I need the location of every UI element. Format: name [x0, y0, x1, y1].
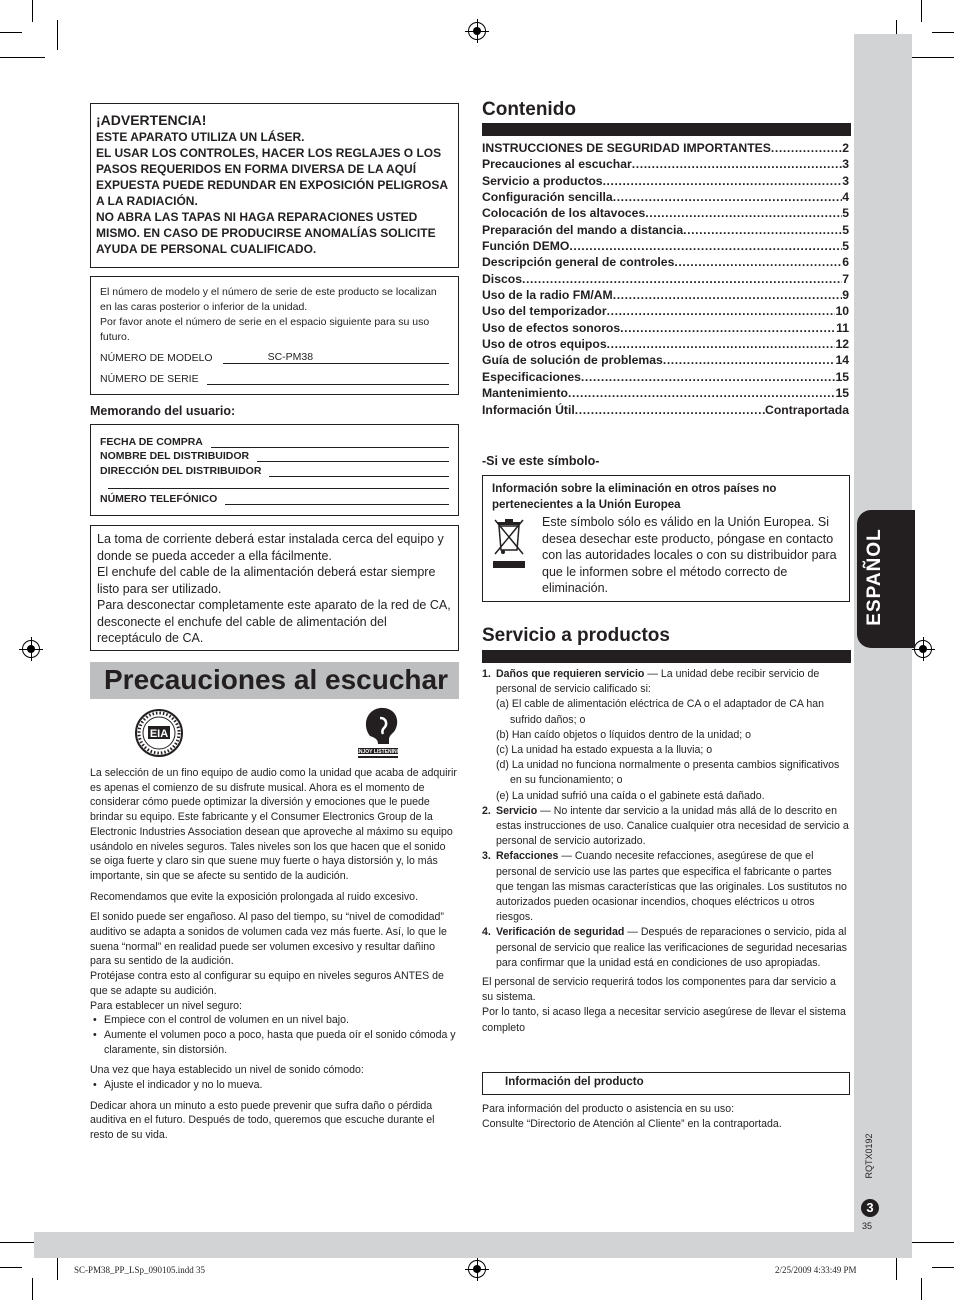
- toc-entry-page: 6: [842, 255, 849, 270]
- contents-title-bar: [482, 123, 851, 136]
- product-info-title: Información del producto: [505, 1076, 644, 1088]
- product-info-box: [482, 1072, 850, 1095]
- toc-entry-leader: [674, 254, 842, 270]
- memo-extra-line: [100, 477, 449, 489]
- toc-entry-page: 15: [835, 369, 849, 384]
- outlet-p2: El enchufe del cable de la alimentación deberá estar siempre listo para ser utilizado.: [97, 565, 436, 596]
- toc-entry-label: Función DEMO: [482, 239, 570, 254]
- memo-box: [90, 424, 459, 516]
- toc-entry-label: Uso del temporizador: [482, 304, 607, 319]
- warning-line-3: NO ABRA LAS TAPAS NI HAGA REPARACIONES USTED MISMO. EN CASO DE PRODUCIRSE ANOMALÍAS SOLICITE AYUDA DE PERSONAL CUALIFICADO.: [96, 210, 436, 256]
- toc-entry-label: Preparación del mando a distancia: [482, 222, 684, 237]
- model-box-text-1: El número de modelo y el número de serie de este producto se localizan en las caras posterior o inferior de la unidad.: [100, 286, 437, 313]
- toc-entry: [482, 303, 849, 319]
- service-body: [482, 667, 850, 1036]
- toc-entry-page: 3: [842, 173, 849, 188]
- contents-title: Contenido: [482, 99, 576, 120]
- toc-entry: [482, 336, 849, 352]
- precautions-p4: Protéjase contra esto al configurar su equipo en niveles seguros ANTES de que se adapte su audición.: [90, 970, 444, 997]
- model-value: SC-PM38: [223, 351, 449, 364]
- toc-entry: [482, 205, 849, 221]
- warning-line-1: ESTE APARATO UTILIZA UN LÁSER.: [96, 130, 305, 144]
- toc-entry-page: 4: [842, 190, 849, 205]
- toc-entry-leader: [613, 287, 843, 303]
- precautions-title: Precauciones al escuchar: [104, 664, 448, 695]
- toc-entry-leader: [632, 156, 842, 172]
- toc-entry-label: Servicio a productos: [482, 173, 603, 188]
- toc-entry-page: 5: [842, 206, 849, 221]
- toc-entry-page: 12: [835, 337, 849, 352]
- toc-entry-label: Discos: [482, 271, 522, 286]
- serial-line: [207, 374, 449, 385]
- service-item-1b: (b) Han caído objetos o líquidos dentro de la unidad; o: [496, 728, 752, 741]
- toc-entry: [482, 402, 849, 418]
- outlet-p3: Para desconectar completamente este aparato de la red de CA, desconecte el enchufe del cable de alimentación del receptáculo de CA.: [97, 598, 451, 645]
- warning-title: ¡ADVERTENCIA!: [96, 112, 207, 128]
- footer-date: 2/25/2009 4:33:49 PM: [775, 1265, 857, 1275]
- toc-entry-leader: [607, 336, 836, 352]
- toc-entry-label: Mantenimiento: [482, 386, 568, 401]
- toc-entry-page: 7: [842, 271, 849, 286]
- toc-entry-page: Contraportada: [765, 402, 849, 417]
- symbol-text: Este símbolo sólo es válido en la Unión Europea. Si desea desechar este producto, póngase en contacto con las autoridades locales o con su distribuidor para que le informen sobre el método correcto de eliminación.: [542, 515, 837, 596]
- toc-entry: [482, 254, 849, 270]
- registration-mark-top: [468, 22, 486, 40]
- toc-entry-leader: [575, 402, 765, 418]
- product-info-p1: Para información del producto o asistencia en su uso:: [482, 1103, 735, 1115]
- toc-entry-leader: [568, 385, 835, 401]
- warning-box: [90, 103, 459, 268]
- registration-mark-bottom: [468, 1260, 486, 1278]
- toc-entry-page: 3: [842, 157, 849, 172]
- precautions-body: [90, 766, 458, 1143]
- toc-entry-page: 11: [836, 320, 849, 335]
- toc-entry-page: 2: [842, 141, 849, 155]
- page-number: 35: [862, 1221, 873, 1231]
- doc-code: RQTX0192: [864, 1133, 874, 1179]
- toc-entry: [482, 238, 849, 254]
- toc-entry-page: 15: [835, 386, 849, 401]
- toc-entry-page: 10: [835, 304, 849, 319]
- toc-entry-leader: [581, 369, 836, 385]
- precautions-p5: Para establecer un nivel seguro:: [90, 999, 242, 1012]
- outlet-p1: La toma de corriente deberá estar instalada cerca del equipo y donde se pueda acceder a ella fácilmente.: [97, 532, 444, 563]
- toc-entry: [482, 189, 849, 205]
- precautions-p7: Dedicar ahora un minuto a esto puede prevenir que sufra daño o pérdida auditiva en el futuro. Después de todo, queremos que escuche durante el resto de su vida.: [90, 1099, 435, 1142]
- model-serial-box: [90, 276, 459, 395]
- precautions-p6: Una vez que haya establecido un nivel de sonido cómodo:: [90, 1064, 364, 1077]
- outlet-box: [90, 525, 459, 651]
- toc-entry-leader: [771, 140, 842, 156]
- toc-entry: [482, 173, 849, 189]
- toc-entry-page: 5: [842, 239, 849, 254]
- service-item-1d: (d) La unidad no funciona normalmente o presenta cambios significativos en su funcionamiento; o: [496, 759, 840, 787]
- service-item-1c: (c) La unidad ha estado expuesta a la lluvia; o: [496, 744, 713, 757]
- symbol-box: [482, 475, 850, 602]
- toc-entry-label: Uso de otros equipos: [482, 337, 607, 352]
- precautions-bullet-1: • Empiece con el control de volumen en un nivel bajo.: [93, 1014, 349, 1027]
- toc-entry-leader: [620, 320, 836, 336]
- memo-dealer-name: NOMBRE DEL DISTRIBUIDOR: [100, 448, 449, 463]
- memo-title: Memorando del usuario:: [90, 404, 236, 418]
- wheelie-bin-icon: [492, 514, 542, 597]
- toc-entry: [482, 287, 849, 303]
- serial-label: NÚMERO DE SERIE: [100, 373, 199, 385]
- toc-entry-label: Configuración sencilla: [482, 190, 613, 205]
- product-info-p2: Consulte “Directorio de Atención al Cliente” en la contraportada.: [482, 1118, 782, 1131]
- toc-entry-label: Guía de solución de problemas: [482, 353, 663, 368]
- toc-entry: [482, 140, 849, 156]
- toc-entry-page: 14: [835, 353, 849, 368]
- service-title-bar: [482, 650, 851, 663]
- toc-entry-leader: [603, 173, 843, 189]
- toc-entry-page: 5: [842, 222, 849, 237]
- toc-entry-leader: [645, 205, 842, 221]
- service-item-1a: (a) El cable de alimentación eléctrica de CA o el adaptador de CA han sufrido daños; o: [496, 698, 825, 726]
- precautions-p3: El sonido puede ser engañoso. Al paso del tiempo, su “nivel de comodidad” auditivo se adapta a sonidos de volumen cada vez más fuerte. Así, lo que le suena “normal” en realidad puede ser volumen excesivo y resultar dañino para su sentido de la audición.: [90, 911, 447, 968]
- toc-entry-label: Colocación de los altavoces: [482, 206, 646, 221]
- service-p2: Por lo tanto, si acaso llega a necesitar servicio asegúrese de llevar el sistema completo: [482, 1006, 846, 1034]
- warning-line-2: EL USAR LOS CONTROLES, HACER LOS REGLAJES O LOS PASOS REQUERIDOS EN FORMA DIVERSA DE LA AQUÍ EXPUESTA PUEDE REDUNDAR EN EXPOSICIÓN PELIGROSA A LA RADIACIÓN.: [96, 146, 448, 208]
- precautions-p2: Recomendamos que evite la exposición prolongada al ruido excesivo.: [90, 890, 419, 903]
- toc-entry: [482, 222, 849, 238]
- model-box-text-2: Por favor anote el número de serie en el espacio siguiente para su uso futuro.: [100, 316, 430, 343]
- toc-entry-label: Uso de efectos sonoros: [482, 320, 621, 335]
- toc-entry-leader: [522, 271, 842, 287]
- toc-entry-leader: [607, 303, 836, 319]
- eia-logo: [134, 708, 184, 758]
- footer-file: SC-PM38_PP_LSp_090105.indd 35: [74, 1265, 206, 1275]
- toc-entry-leader: [663, 352, 836, 368]
- service-item-1e: (e) La unidad sufrió una caída o el gabinete está dañado.: [496, 789, 765, 802]
- precautions-p1: La selección de un fino equipo de audio como la unidad que acaba de adquirir es apenas el comienzo de su disfrute musical. Ahora es el momento de considerar cómo puede optimizar la diversión y emociones que le puede brindar su equipo. Este fabricante y el Consumer Electronics Group de la Electronic Industries Association desean que aproveche al máximo su equipo usándolo en niveles seguros. Tales niveles son los que hacen que el sonido se oiga fuerte y claro sin que suene muy fuerte o haya distorsión y, lo más importante, sin que se afecte su sentido de la audición.: [90, 767, 457, 882]
- model-label: NÚMERO DE MODELO: [100, 352, 213, 364]
- toc-entry: [482, 385, 849, 401]
- bottom-gray-band: [34, 1232, 912, 1258]
- page-circle: 3: [861, 1199, 879, 1217]
- registration-mark-right: [914, 640, 932, 658]
- symbol-box-title: Información sobre la eliminación en otros países no pertenecientes a la Unión Europea: [492, 483, 777, 511]
- precautions-bullet-3: • Ajuste el indicador y no lo mueva.: [93, 1079, 263, 1092]
- service-title: Servicio a productos: [482, 625, 670, 646]
- service-item-1: 1. Daños que requieren servicio — La unidad debe recibir servicio de personal de servicio calificado si:: [482, 668, 820, 696]
- toc-entry: [482, 271, 849, 287]
- toc-entry-label: Información Útil: [482, 402, 575, 417]
- service-item-4: 4. Verificación de seguridad — Después de reparaciones o servicio, pida al personal de servicio que realice las verificaciones de seguridad necesarias para confirmar que la unidad está en condiciones de uso apropiadas.: [482, 926, 847, 969]
- service-item-2: 2. Servicio — No intente dar servicio a la unidad más allá de lo descrito en estas instrucciones de uso. Canalice cualquier otra necesidad de servicio a personal de servicio autorizado.: [482, 804, 849, 848]
- toc-entry: [482, 369, 849, 385]
- registration-mark-left: [22, 640, 40, 658]
- contents-list: [482, 140, 849, 418]
- toc-entry: [482, 352, 849, 368]
- toc-entry-leader: [683, 222, 842, 238]
- product-info-text: [482, 1102, 850, 1132]
- toc-entry: [482, 320, 849, 336]
- toc-entry-label: Especificaciones: [482, 369, 581, 384]
- service-item-3: 3. Refacciones — Cuando necesite refacciones, asegúrese de que el personal de servicio use las partes que especifica el fabricante o partes que tengan las mismas características que las originales. Los sustitutos no autorizados pueden ocasionar incendios, choques eléctricos u otros riesgos.: [482, 850, 847, 924]
- toc-entry: [482, 156, 849, 172]
- memo-dealer-address: DIRECCIÓN DEL DISTRIBUIDOR: [100, 462, 449, 477]
- listening-logo: [356, 704, 406, 762]
- symbol-heading: -Si ve este símbolo-: [482, 454, 600, 468]
- memo-purchase-date: FECHA DE COMPRA: [100, 433, 449, 448]
- memo-phone: NÚMERO TELEFÓNICO: [100, 489, 449, 505]
- language-tab-label: ESPAÑOL: [864, 528, 885, 626]
- service-p1: El personal de servicio requerirá todos los componentes para dar servicio a su sistema.: [482, 976, 836, 1004]
- toc-entry-label: Descripción general de controles: [482, 255, 675, 270]
- precautions-bullet-2: • Aumente el volumen poco a poco, hasta que pueda oír el sonido cómoda y claramente, sin distorsión.: [93, 1028, 456, 1056]
- toc-entry-label: INSTRUCCIONES DE SEGURIDAD IMPORTANTES: [482, 141, 771, 155]
- listening-logo-text: ENJOY LISTENING: [356, 749, 401, 755]
- toc-entry-label: Uso de la radio FM/AM: [482, 288, 613, 303]
- eia-logo-text: EIA: [149, 728, 169, 740]
- toc-entry-label: Precauciones al escuchar: [482, 157, 632, 172]
- toc-entry-leader: [569, 238, 842, 254]
- toc-entry-page: 9: [842, 288, 849, 303]
- toc-entry-leader: [613, 189, 843, 205]
